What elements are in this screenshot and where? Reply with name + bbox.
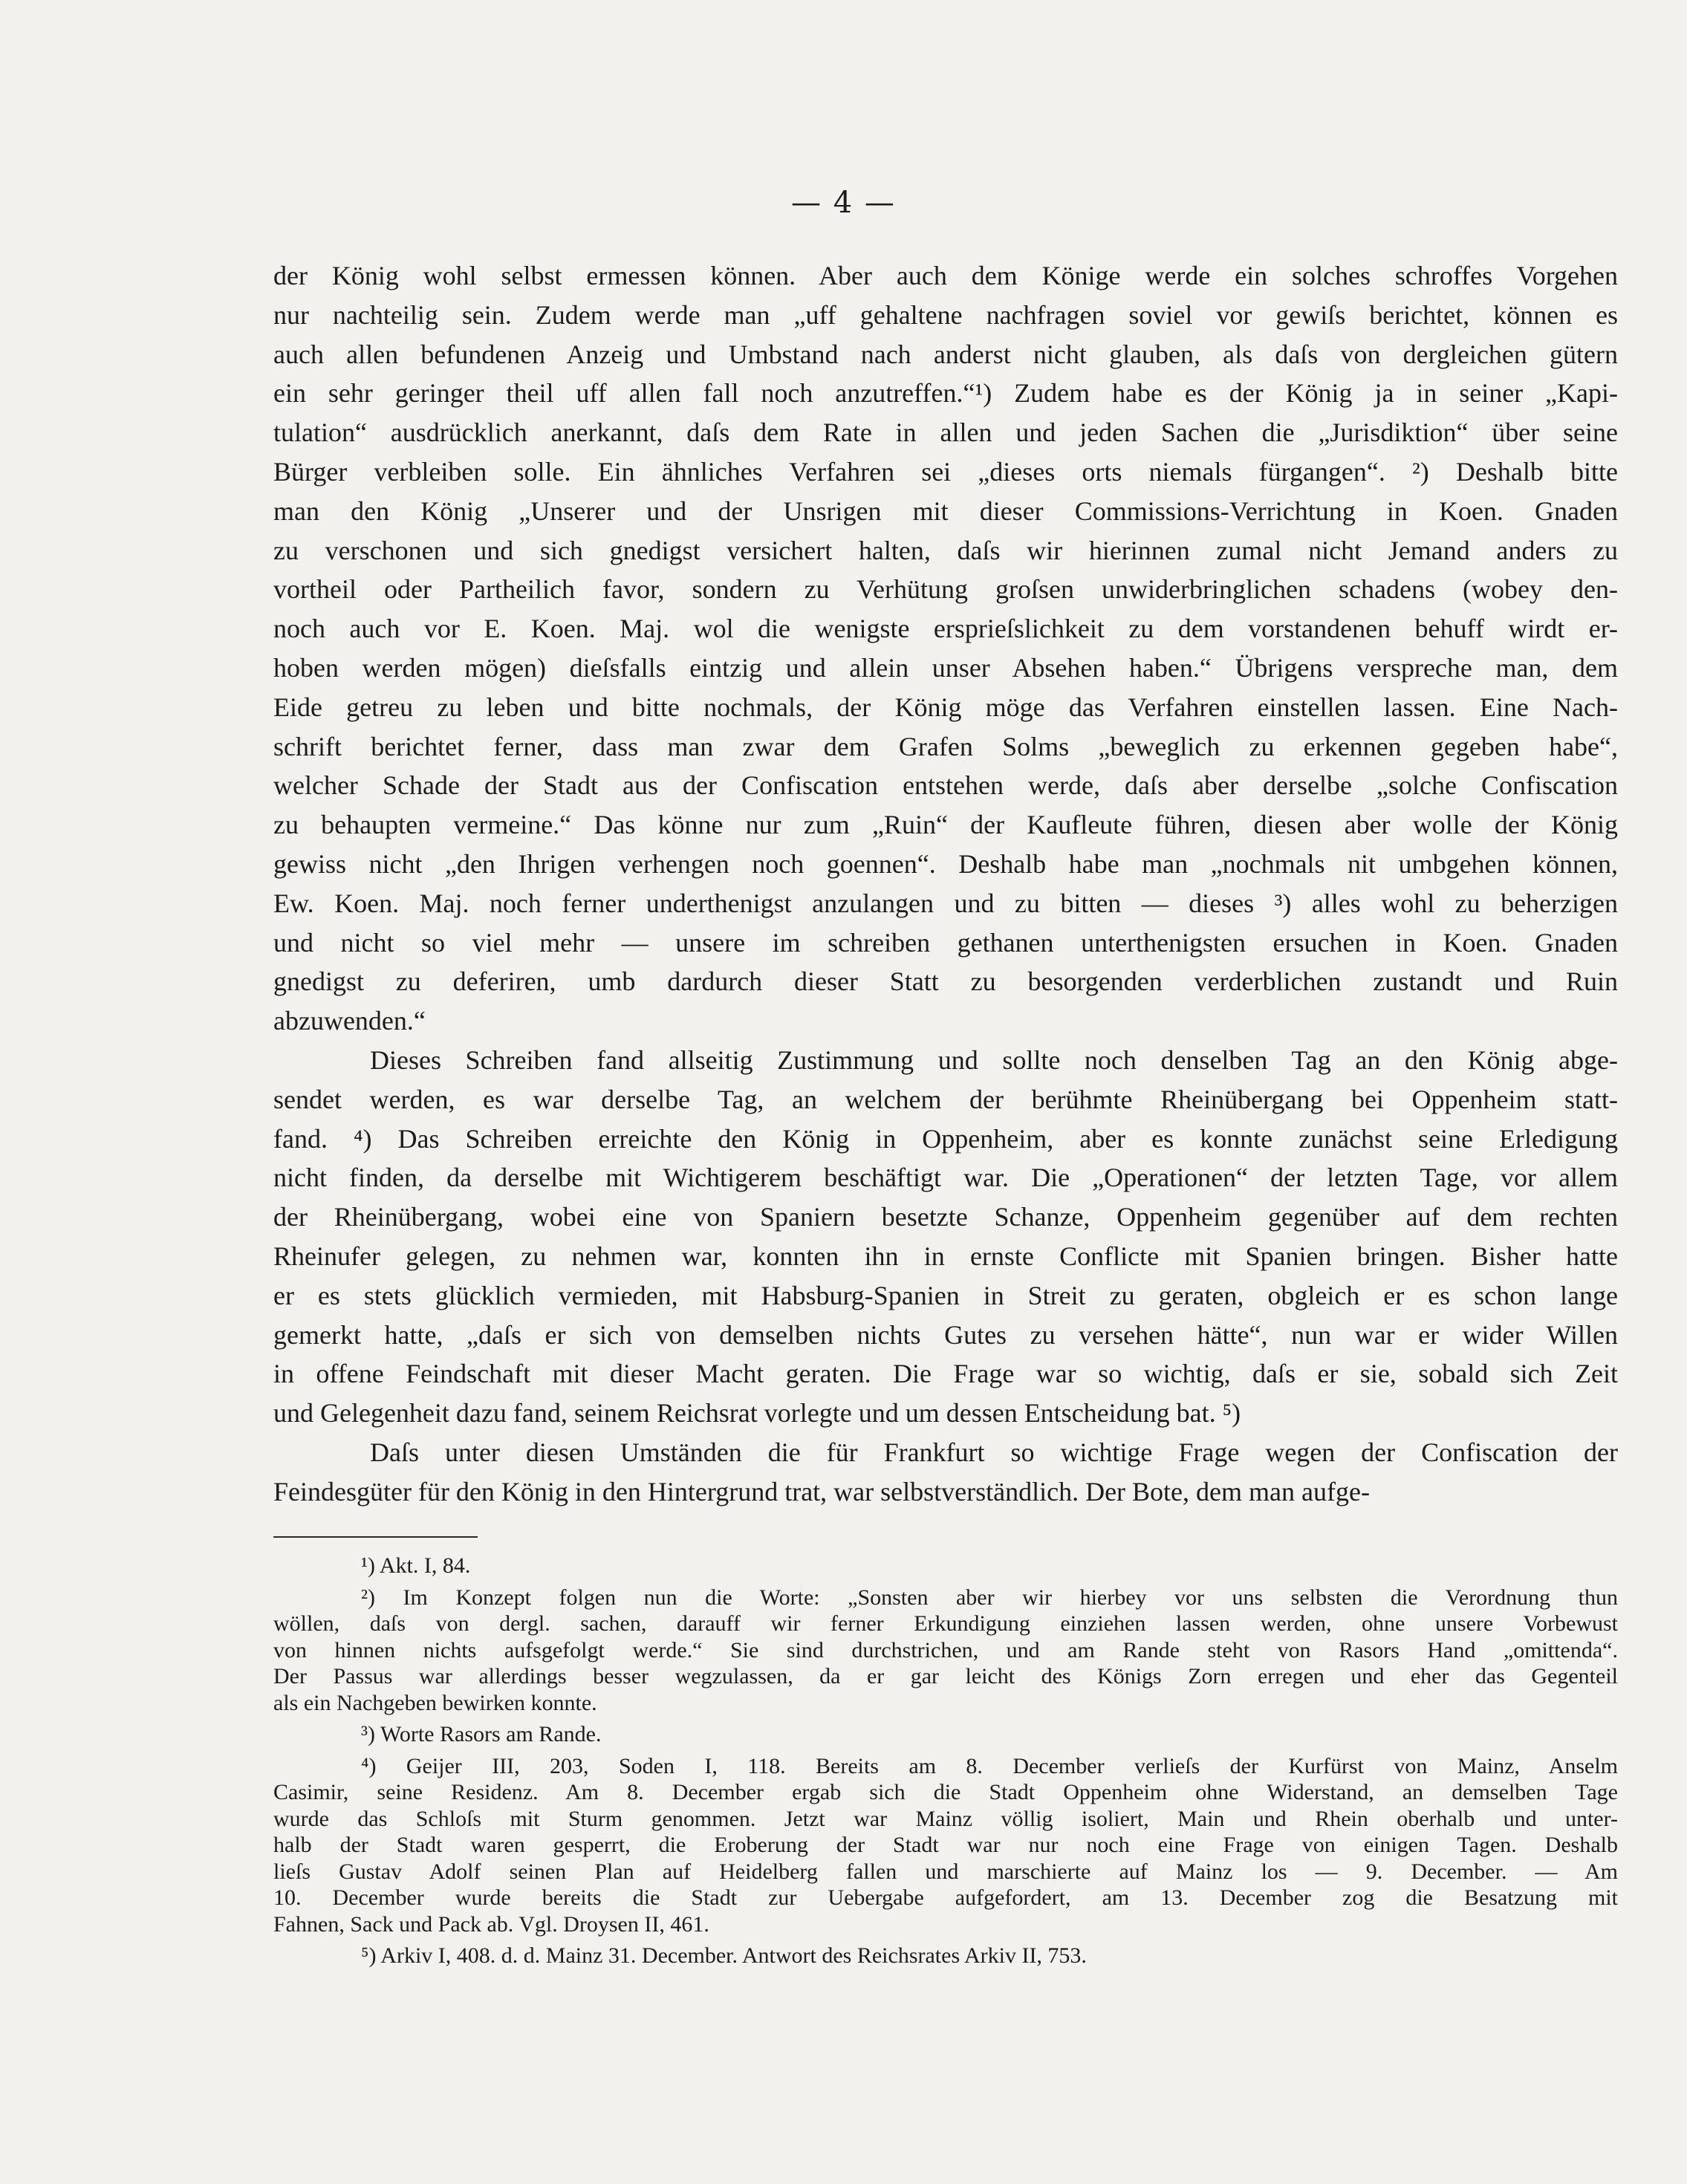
footnote-line: ²) Im Konzept folgen nun die Worte: „Sonsten aber wir hierbey vor uns selbsten die Verordnung thun — [361, 1585, 1618, 1610]
paragraph-3 — [273, 1433, 1618, 1512]
footnote-line: 10. December wurde bereits die Stadt zur Uebergabe aufgefordert, am 13. December zog die Besatzung mit — [273, 1885, 1618, 1910]
footnote-line: ¹) Akt. I, 84. — [361, 1553, 471, 1578]
footnote-line: von hinnen nichts aufsgefolgt werde.“ Sie sind durchstrichen, und am Rande steht von Rasors Hand „omittenda“. — [273, 1637, 1618, 1663]
footnote-line: ⁴) Geijer III, 203, Soden I, 118. Bereits am 8. December verlieſs der Kurfürst von Mainz, Anselm — [361, 1753, 1618, 1778]
footnote-line: halb der Stadt waren gesperrt, die Eroberung der Stadt war nur noch eine Frage von einigen Tagen. Deshalb — [273, 1833, 1618, 1857]
text-line: vortheil oder Partheilich favor, sondern zu Verhütung groſsen unwiderbringlichen schadens (wobey den- — [273, 574, 1618, 605]
page-number: — 4 — — [791, 186, 896, 220]
footnote-3 — [273, 1721, 1618, 1748]
text-line: und nicht so viel mehr — unsere im schreiben gethanen unterthenigsten ersuchen in Koen. Gnaden — [273, 927, 1618, 958]
footnote-line: Casimir, seine Residenz. Am 8. December ergab sich die Stadt Oppenheim ohne Widerstand, an demselben Tage — [273, 1780, 1618, 1804]
text-line: gemerkt hatte, „daſs er sich von demselben nichts Gutes zu versehen hätte“, nun war er wider Willen — [273, 1319, 1618, 1350]
text-line: der Rheinübergang, wobei eine von Spaniern besetzte Schanze, Oppenheim gegenüber auf dem rechten — [273, 1202, 1618, 1232]
paragraph-1 — [273, 256, 1618, 1041]
footnote-line: ⁵) Arkiv I, 408. d. d. Mainz 31. December. Antwort des Reichsrates Arkiv II, 753. — [361, 1943, 1087, 1968]
footnote-line: Der Passus war allerdings besser wegzulassen, da er gar leicht des Königs Zorn erregen und eher das Gegenteil — [273, 1664, 1618, 1689]
text-line: noch auch vor E. Koen. Maj. wol die wenigste ersprieſslichkeit zu dem vorstandenen behuff wirdt er- — [273, 614, 1618, 644]
text-line: Dieses Schreiben fand allseitig Zustimmung und sollte noch denselben Tag an den König abge- — [370, 1044, 1618, 1075]
text-line: gewiss nicht „den Ihrigen verhengen noch goennen“. Deshalb habe man „nochmals nit umbgehen können, — [273, 848, 1618, 879]
text-line: Feindesgüter für den König in den Hintergrund trat, war selbstverständlich. Der Bote, dem man aufge- — [273, 1476, 1370, 1507]
footnote-2 — [273, 1585, 1618, 1717]
text-line: hoben werden mögen) dieſsfalls eintzig und allein unser Absehen haben.“ Übrigens verspreche man, dem — [273, 652, 1618, 683]
text-line: zu behaupten vermeine.“ Das könne nur zum „Ruin“ der Kaufleute führen, diesen aber wolle der König — [273, 810, 1618, 840]
text-line: auch allen befundenen Anzeig und Umbstand nach anderst nicht glauben, als daſs von dergleichen gütern — [273, 339, 1618, 369]
text-line: Bürger verbleiben solle. Ein ähnliches Verfahren sei „dieses orts niemals fürgangen“. ²) Deshalb bitte — [273, 456, 1618, 487]
text-line: zu verschonen und sich gnedigst versichert halten, daſs wir hierinnen zumal nicht Jemand anders zu — [273, 535, 1618, 565]
text-line: man den König „Unserer und der Unsrigen mit dieser Commissions-Verrichtung in Koen. Gnaden — [273, 495, 1618, 526]
footnote-4 — [273, 1753, 1618, 1938]
text-line: nicht finden, da derselbe mit Wichtigerem beschäftigt war. Die „Operationen“ der letzten Tage, vor allem — [273, 1163, 1618, 1193]
text-line: er es stets glücklich vermieden, mit Habsburg-Spanien in Streit zu geraten, obgleich er es schon lange — [273, 1280, 1618, 1310]
text-line: Daſs unter diesen Umständen die für Frankfurt so wichtige Frage wegen der Confiscation der — [370, 1437, 1618, 1467]
text-line: Ew. Koen. Maj. noch ferner underthenigst anzulangen und zu bitten — dieses ³) alles wohl zu beherzigen — [273, 888, 1618, 918]
footnote-line: wöllen, daſs von dergl. sachen, darauff wir ferner Erkundigung einziehen lassen werden, ohne unsere Vorbewust — [273, 1611, 1618, 1636]
text-line: ein sehr geringer theil uff allen fall noch anzutreffen.“¹) Zudem habe es der König ja in seiner „Kapi- — [273, 378, 1618, 409]
paragraph-2 — [273, 1041, 1618, 1433]
footnote-separator — [273, 1536, 478, 1538]
text-line: und Gelegenheit dazu fand, seinem Reichsrat vorlegte und um dessen Entscheidung bat. ⁵) — [273, 1398, 1241, 1429]
text-line: schrift berichtet ferner, dass man zwar dem Grafen Solms „beweglich zu erkennen gegeben habe“, — [273, 731, 1618, 761]
text-line: Eide getreu zu leben und bitte nochmals, der König möge das Verfahren einstellen lassen. Eine Nach- — [273, 692, 1618, 722]
text-line: der König wohl selbst ermessen können. Aber auch dem Könige werde ein solches schroffes Vorgehen — [273, 261, 1618, 290]
text-line: welcher Schade der Stadt aus der Confiscation entstehen werde, daſs aber derselbe „solche Confiscation — [273, 770, 1618, 801]
footnote-5 — [273, 1943, 1618, 1969]
text-line: gnedigst zu deferiren, umb dardurch dieser Statt zu besorgenden verderblichen zustandt und Ruin — [273, 966, 1618, 997]
footnote-1 — [273, 1553, 1618, 1579]
text-line: fand. ⁴) Das Schreiben erreichte den König in Oppenheim, aber es konnte zunächst seine Erledigung — [273, 1123, 1618, 1154]
text-line: abzuwenden.“ — [273, 1006, 426, 1036]
text-line: in offene Feindschaft mit dieser Macht geraten. Die Frage war so wichtig, daſs er sie, sobald sich Zeit — [273, 1359, 1618, 1389]
text-line: tulation“ ausdrücklich anerkannt, daſs dem Rate in allen und jeden Sachen die „Jurisdiktion“ über seine — [273, 417, 1618, 448]
text-line: nur nachteilig sein. Zudem werde man „uff gehaltene nachfragen soviel vor gewiſs berichtet, können es — [273, 299, 1618, 330]
footnote-line: wurde das Schloſs mit Sturm genommen. Jetzt war Mainz völlig isoliert, Main und Rhein oberhalb und unter- — [273, 1806, 1618, 1831]
footnote-line: Fahnen, Sack und Pack ab. Vgl. Droysen II, 461. — [273, 1911, 709, 1937]
footnote-line: als ein Nachgeben bewirken konnte. — [273, 1690, 597, 1715]
footnotes — [273, 1553, 1618, 1975]
main-text — [273, 256, 1618, 1512]
footnote-line: ³) Worte Rasors am Rande. — [361, 1722, 602, 1746]
text-line: Rheinufer gelegen, zu nehmen war, konnten ihn in ernste Conflicte mit Spanien bringen. Bisher hatte — [273, 1241, 1618, 1271]
footnote-line: lieſs Gustav Adolf seinen Plan auf Heidelberg fallen und marschierte auf Mainz los — 9. December. — Am — [273, 1859, 1618, 1884]
text-line: sendet werden, es war derselbe Tag, an welchem der berühmte Rheinübergang bei Oppenheim statt- — [273, 1084, 1618, 1114]
